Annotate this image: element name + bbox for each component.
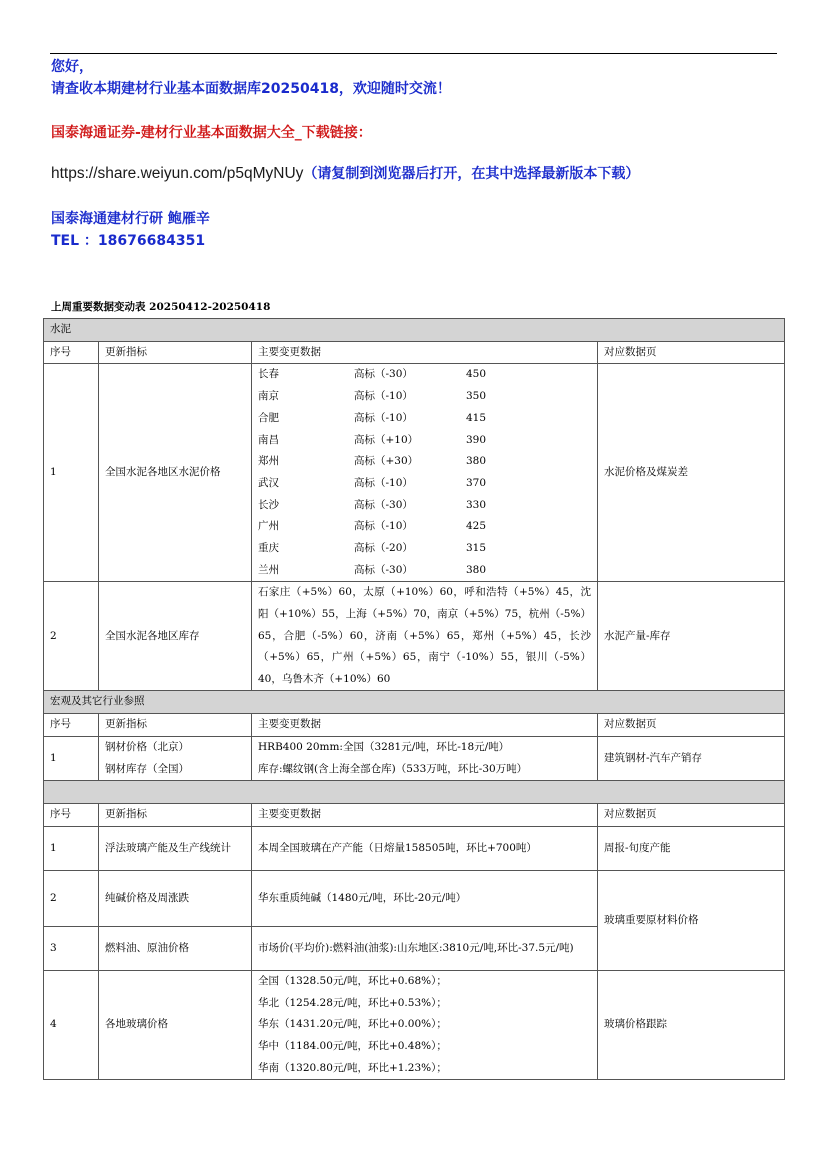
price-tag: 高标（-10）	[354, 390, 413, 403]
price-tag: 高标（-30）	[354, 368, 413, 381]
row-page: 玻璃重要原材料价格	[598, 870, 785, 970]
table-caption: 上周重要数据变动表 20250412-20250418	[51, 301, 271, 313]
row-no: 1	[44, 364, 99, 582]
indicator-line: 钢材库存（全国）	[105, 762, 189, 775]
price-row	[258, 386, 591, 408]
row-data: 本周全国玻璃在产产能（日熔量158505吨，环比+700吨）	[252, 826, 598, 870]
row-no: 1	[44, 826, 99, 870]
table-row	[44, 582, 785, 691]
row-data: 市场价(平均价):燃料油(油浆):山东地区:3810元/吨,环比-37.5元/吨)	[252, 926, 598, 970]
section-header-cement	[44, 319, 785, 342]
price-row	[258, 473, 591, 495]
row-page: 玻璃价格跟踪	[598, 970, 785, 1080]
table-row	[44, 970, 785, 1080]
row-no: 4	[44, 970, 99, 1080]
col-header-data: 主要变更数据	[252, 714, 598, 737]
city: 南昌	[258, 433, 279, 446]
download-url[interactable]: https://share.weiyun.com/p5qMyNUy	[51, 165, 304, 182]
city: 广州	[258, 520, 279, 533]
table-row	[44, 736, 785, 780]
price-value: 380	[466, 563, 487, 576]
col-header-page: 对应数据页	[598, 341, 785, 364]
col-header-indicator: 更新指标	[99, 804, 252, 827]
data-line: 华北（1254.28元/吨，环比+0.53%）；	[258, 996, 447, 1009]
col-header-data: 主要变更数据	[252, 341, 598, 364]
price-value: 425	[466, 520, 487, 533]
price-tag: 高标（-20）	[354, 542, 413, 555]
price-value: 350	[466, 390, 487, 403]
col-header-indicator: 更新指标	[99, 714, 252, 737]
section-header-macro	[44, 691, 785, 714]
city: 长沙	[258, 498, 279, 511]
col-header-page: 对应数据页	[598, 804, 785, 827]
price-tag: 高标（-30）	[354, 563, 413, 576]
data-line: 华中（1184.00元/吨，环比+0.48%）；	[258, 1040, 447, 1053]
price-tag: 高标（+30）	[354, 455, 419, 468]
price-value: 450	[466, 368, 487, 381]
row-page: 水泥价格及煤炭差	[598, 364, 785, 582]
intro-line: 请查收本期建材行业基本面数据库20250418，欢迎随时交流！	[51, 81, 451, 97]
column-header-row	[44, 714, 785, 737]
row-indicator: 燃料油、原油价格	[99, 926, 252, 970]
row-indicator: 全国水泥各地区库存	[99, 582, 252, 691]
price-row	[258, 430, 591, 452]
price-value: 380	[466, 455, 487, 468]
row-data: 石家庄（+5%）60，太原（+10%）60，呼和浩特（+5%）45，沈阳（+10%）55，上海（+5%）70，南京（+5%）75，杭州（-5%）65，合肥（-5%）60，济南（+5%）65，郑州（+5%）45，长沙（+5%）65，广州（+5%）65，南宁（-10%）55，银川（-5%）40，乌鲁木齐（+10%）60	[252, 582, 598, 691]
data-line: 全国（1328.50元/吨，环比+0.68%）；	[258, 974, 447, 987]
download-title: 国泰海通证券-建材行业基本面数据大全_下载链接：	[51, 125, 372, 141]
indicator-line: 钢材价格（北京）	[105, 740, 189, 753]
price-tag: 高标（-10）	[354, 476, 413, 489]
row-indicator: 浮法玻璃产能及生产线统计	[99, 826, 252, 870]
price-value: 415	[466, 411, 487, 424]
price-value: 370	[466, 476, 487, 489]
col-header-no: 序号	[44, 714, 99, 737]
data-line: HRB400 20mm:全国（3281元/吨，环比-18元/吨）	[258, 740, 510, 753]
tel-line: TEL ：18676684351	[51, 233, 206, 249]
row-indicator: 全国水泥各地区水泥价格	[99, 364, 252, 582]
column-header-row	[44, 804, 785, 827]
url-note: （请复制到浏览器后打开，在其中选择最新版本下载）	[303, 166, 640, 182]
row-indicator	[99, 736, 252, 780]
price-row	[258, 364, 591, 386]
section-header-glass	[44, 781, 785, 804]
price-value: 315	[466, 542, 487, 555]
row-page: 建筑钢材-汽车产销存	[598, 736, 785, 780]
author-line: 国泰海通建材行研 鲍雁辛	[51, 211, 210, 227]
city: 合肥	[258, 411, 279, 424]
city: 郑州	[258, 455, 279, 468]
price-row	[258, 451, 591, 473]
table-row	[44, 870, 785, 926]
row-page: 周报-旬度产能	[598, 826, 785, 870]
row-data: 华东重质纯碱（1480元/吨，环比-20元/吨）	[252, 870, 598, 926]
table-row	[44, 826, 785, 870]
row-indicator: 各地玻璃价格	[99, 970, 252, 1080]
price-row	[258, 560, 591, 582]
row-data	[252, 970, 598, 1080]
row-no: 2	[44, 870, 99, 926]
section-title: 宏观及其它行业参照	[44, 691, 785, 714]
data-change-table	[43, 318, 785, 1080]
data-line: 库存:螺纹钢(含上海全部仓库)（533万吨，环比-30万吨）	[258, 762, 528, 775]
row-no: 3	[44, 926, 99, 970]
top-rule	[50, 53, 777, 54]
data-line: 华东（1431.20元/吨，环比+0.00%）；	[258, 1018, 447, 1031]
section-title	[44, 781, 785, 804]
price-row	[258, 538, 591, 560]
data-line: 华南（1320.80元/吨，环比+1.23%）；	[258, 1061, 447, 1074]
download-link-line	[51, 165, 639, 183]
city: 南京	[258, 390, 279, 403]
col-header-no: 序号	[44, 341, 99, 364]
table-row	[44, 364, 785, 582]
price-tag: 高标（-10）	[354, 520, 413, 533]
row-page: 水泥产量-库存	[598, 582, 785, 691]
price-value: 330	[466, 498, 487, 511]
price-row	[258, 516, 591, 538]
price-tag: 高标（+10）	[354, 433, 419, 446]
price-row	[258, 408, 591, 430]
row-data	[252, 736, 598, 780]
city: 长春	[258, 368, 279, 381]
city: 重庆	[258, 542, 279, 555]
price-value: 390	[466, 433, 487, 446]
col-header-data: 主要变更数据	[252, 804, 598, 827]
city: 兰州	[258, 563, 279, 576]
section-title: 水泥	[44, 319, 785, 342]
city: 武汉	[258, 476, 279, 489]
row-no: 1	[44, 736, 99, 780]
col-header-no: 序号	[44, 804, 99, 827]
row-no: 2	[44, 582, 99, 691]
col-header-indicator: 更新指标	[99, 341, 252, 364]
price-tag: 高标（-30）	[354, 498, 413, 511]
greeting: 您好，	[51, 59, 93, 75]
col-header-page: 对应数据页	[598, 714, 785, 737]
price-list	[252, 364, 598, 582]
price-row	[258, 495, 591, 517]
row-indicator: 纯碱价格及周涨跌	[99, 870, 252, 926]
price-tag: 高标（-10）	[354, 411, 413, 424]
column-header-row	[44, 341, 785, 364]
